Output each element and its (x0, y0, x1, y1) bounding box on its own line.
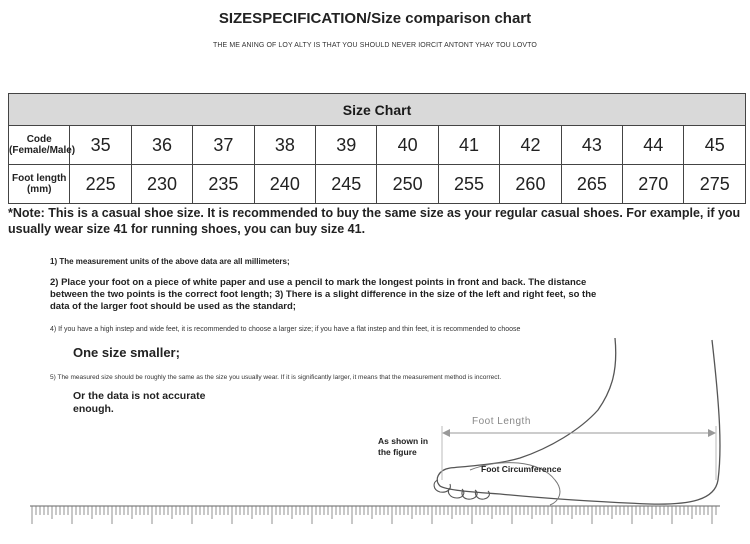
instruction-5: 5) The measured size should be roughly the same as the size you usually wear. If it is significantly larger, it means that the measurement method is incorrect. (50, 374, 502, 381)
arrow-left-head (442, 429, 450, 437)
ruler (30, 500, 720, 530)
size-chart-table (8, 93, 746, 204)
size-code-cell: 43 (561, 126, 622, 165)
foot-length-cell: 260 (500, 165, 561, 204)
size-code-cell: 40 (377, 126, 438, 165)
code-row-label: Code (Female/Male) (9, 126, 70, 165)
foot-length-row (9, 165, 746, 204)
size-note: *Note: This is a casual shoe size. It is recommended to buy the same size as your regular casual shoes. For example, if you usually wear size 41 for running shoes, you can buy size 41. (8, 206, 741, 236)
code-row (9, 126, 746, 165)
as-shown-label: As shown in the figure (378, 436, 429, 457)
arrow-right-head (708, 429, 716, 437)
foot-length-label: Foot Length (472, 416, 531, 427)
foot-circumference-label: Foot Circumference (481, 464, 562, 474)
instruction-2-3: 2) Place your foot on a piece of white paper and use a pencil to mark the longest points in front and back. The distance between the two points is the correct foot length; 3) There is a slight difference in the size of the left and right feet, so the data of the larger foot should be used as the standard; (50, 277, 597, 312)
foot-length-cell: 240 (254, 165, 315, 204)
page-subtitle: THE ME ANING OF LOY ALTY IS THAT YOU SHOULD NEVER IORCIT ANTONT YHAY TOU LOVTO (213, 42, 537, 49)
instruction-4: 4) If you have a high instep and wide feet, it is recommended to choose a larger size; if you have a flat instep and thin feet, it is recommended to choose (50, 326, 521, 333)
inaccurate-data-text: Or the data is not accurate enough. (73, 390, 206, 415)
ruler-ticks (32, 506, 716, 524)
size-code-cell: 36 (131, 126, 192, 165)
foot-length-row-label: Foot length (mm) (9, 165, 70, 204)
size-code-cell: 37 (193, 126, 254, 165)
foot-length-cell: 230 (131, 165, 192, 204)
foot-length-cell: 270 (623, 165, 684, 204)
size-code-cell: 38 (254, 126, 315, 165)
foot-length-cell: 275 (684, 165, 746, 204)
size-code-cell: 42 (500, 126, 561, 165)
foot-length-cell: 225 (70, 165, 131, 204)
size-chart-header: Size Chart (9, 94, 746, 126)
foot-length-cell: 235 (193, 165, 254, 204)
foot-length-cell: 250 (377, 165, 438, 204)
size-code-cell: 45 (684, 126, 746, 165)
foot-length-cell: 265 (561, 165, 622, 204)
size-code-cell: 35 (70, 126, 131, 165)
instruction-1: 1) The measurement units of the above data are all millimeters; (50, 257, 290, 266)
page-title: SIZESPECIFICATION/Size comparison chart (218, 10, 532, 27)
one-size-smaller-text: One size smaller; (73, 345, 180, 360)
foot-length-cell: 245 (316, 165, 377, 204)
foot-length-cell: 255 (438, 165, 499, 204)
size-code-cell: 41 (438, 126, 499, 165)
size-code-cell: 44 (623, 126, 684, 165)
size-code-cell: 39 (316, 126, 377, 165)
